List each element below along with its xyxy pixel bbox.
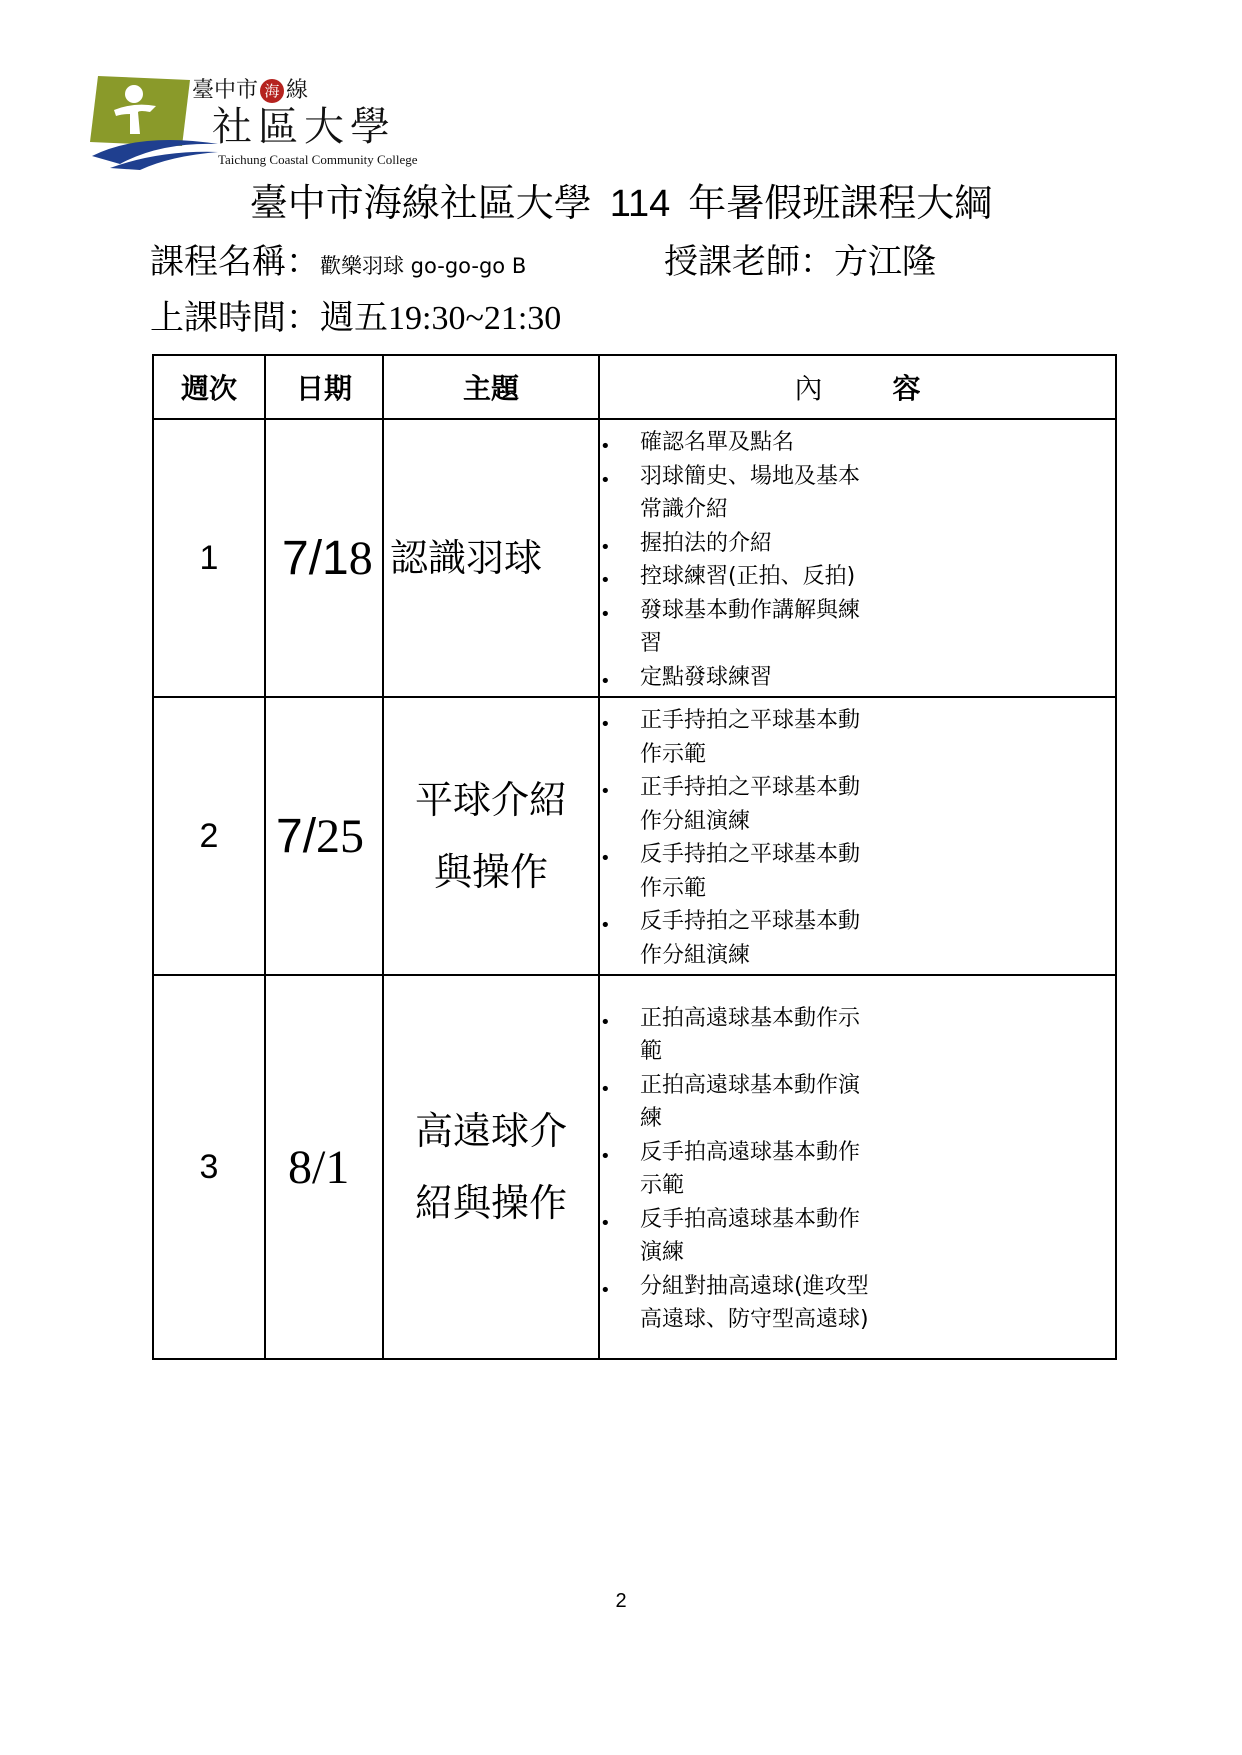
list-item: • 分組對抽高遠球(進攻型高遠球、防守型高遠球) (600, 1270, 880, 1337)
class-time-day: 週五 (320, 298, 388, 338)
list-item: • 羽球簡史、場地及基本常識介紹 (600, 460, 880, 527)
list-item: • 控球練習(正拍、反拍) (600, 560, 880, 594)
list-item: • 發球基本動作講解與練習 (600, 594, 880, 661)
list-item: • 正拍高遠球基本動作示範 (600, 1002, 880, 1069)
page-title: 臺中市海線社區大學 114 年暑假班課程大綱 (249, 181, 993, 225)
course-name-line (150, 240, 526, 288)
table-header-row (153, 355, 1116, 419)
college-logo (90, 72, 440, 172)
table-row (153, 975, 1116, 1359)
topic-cell: 認識羽球 (383, 419, 599, 697)
list-item: • 定點發球練習 (600, 661, 880, 695)
date-cell: 7/18 (265, 419, 383, 697)
teacher-label: 授課老師： (664, 242, 834, 282)
list-item: • 反手持拍之平球基本動作分組演練 (600, 905, 880, 972)
course-name-label: 課程名稱： (150, 242, 320, 282)
week-cell: 2 (153, 697, 265, 975)
logo-city-text: 臺中市 海 線 (192, 78, 309, 103)
table-row (153, 419, 1116, 697)
date-cell: 7/25 (265, 697, 383, 975)
date-cell: 8/1 (265, 975, 383, 1359)
list-item: • 反手持拍之平球基本動作示範 (600, 838, 880, 905)
header-week: 週次 (153, 355, 265, 419)
header-date: 日期 (265, 355, 383, 419)
class-time-label: 上課時間： (150, 298, 320, 338)
list-item: • 反手拍高遠球基本動作演練 (600, 1203, 880, 1270)
table-row (153, 697, 1116, 975)
content-cell (599, 975, 1116, 1359)
content-list (600, 698, 1115, 974)
page-number: 2 (615, 1590, 627, 1612)
syllabus-table (152, 354, 1117, 1360)
topic-cell: 平球介紹 與操作 (383, 697, 599, 975)
week-cell: 3 (153, 975, 265, 1359)
list-item: • 確認名單及點名 (600, 426, 880, 460)
class-time-range: 19:30~21:30 (388, 300, 562, 337)
header-topic: 主題 (383, 355, 599, 419)
list-item: • 正拍高遠球基本動作演練 (600, 1069, 880, 1136)
logo-seal-icon: 海 (260, 79, 284, 103)
content-list (600, 996, 1115, 1339)
logo-english-name: Taichung Coastal Community College (218, 152, 418, 167)
header-content: 內 容 (599, 355, 1116, 419)
week-cell: 1 (153, 419, 265, 697)
content-list (600, 420, 1115, 696)
course-name-value: 歡樂羽球 go-go-go B (320, 254, 527, 278)
teacher-line (664, 240, 936, 284)
content-cell (599, 697, 1116, 975)
list-item: • 正手持拍之平球基本動作分組演練 (600, 771, 880, 838)
list-item: • 反手拍高遠球基本動作示範 (600, 1136, 880, 1203)
content-cell (599, 419, 1116, 697)
logo-college-text: 社區大學 (212, 104, 396, 150)
list-item: • 握拍法的介紹 (600, 527, 880, 561)
teacher-name: 方江隆 (834, 242, 936, 282)
class-time-line (150, 296, 561, 341)
list-item: • 正手持拍之平球基本動作示範 (600, 704, 880, 771)
topic-cell: 高遠球介 紹與操作 (383, 975, 599, 1359)
